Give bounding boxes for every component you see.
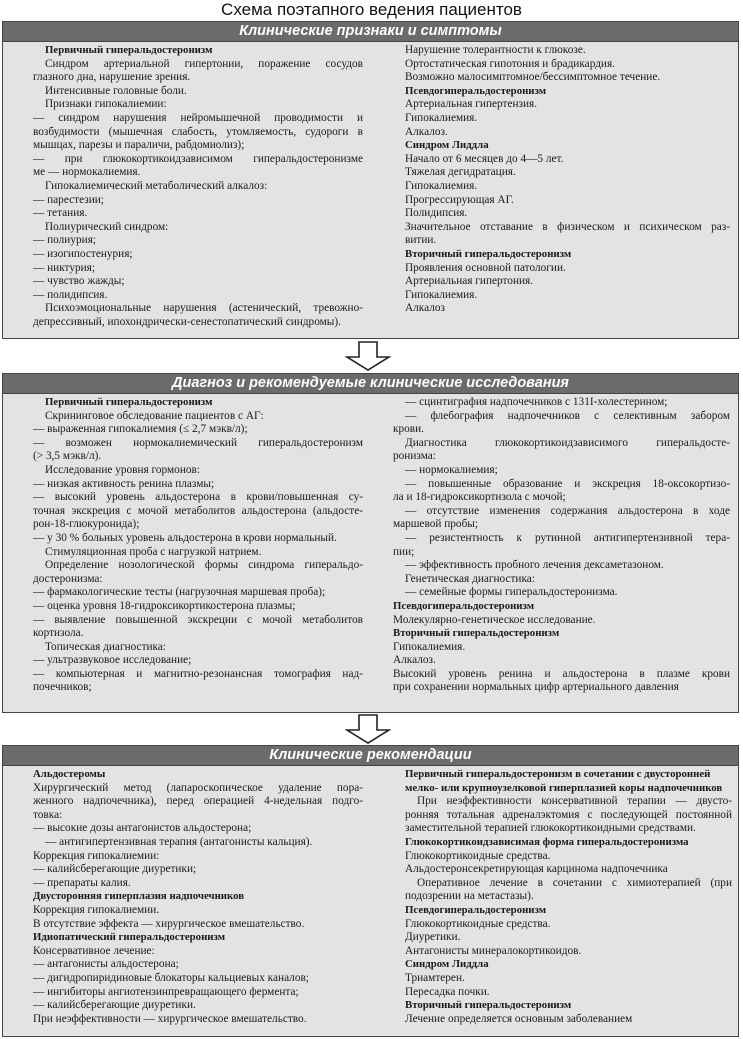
text-line: При неэффективности — хирургическое вмешательство. bbox=[33, 1012, 307, 1025]
text-line: Начало от 6 месяцев до 4—5 лет. bbox=[405, 152, 564, 165]
text-line: Артериальная гипертензия. bbox=[405, 98, 538, 111]
text-line: — тетания. bbox=[33, 207, 88, 220]
text-line: Алкалоз. bbox=[393, 654, 436, 667]
text-line: Гипокалиемия. bbox=[405, 179, 478, 192]
text-line: — дигидропиридиновые блокаторы кальциевых каналов; bbox=[33, 971, 309, 984]
text-line: Проявления основной патологии. bbox=[405, 261, 566, 274]
text-line: — полиурия; bbox=[33, 234, 97, 247]
text-line: точная экскреция с мочой метаболитов альдостерона (альдосте- bbox=[33, 504, 363, 517]
text-line: Альдостеронсекретирующая карцинома надпочечника bbox=[405, 863, 668, 876]
text-line: возбудимости (мышечная слабость, утомляемость, судороги в bbox=[33, 125, 363, 138]
text-line: Алкалоз bbox=[405, 302, 445, 315]
subheading: Псевдогиперальдостеронизм bbox=[393, 599, 535, 612]
text-line: — антагонисты альдостерона; bbox=[33, 958, 179, 971]
text-line: — чувство жажды; bbox=[33, 275, 125, 288]
subheading: Вторичный гиперальдостеронизм bbox=[405, 999, 572, 1012]
text-line: — калийсберегающие диуретики; bbox=[33, 863, 197, 876]
text-line: Триамтерен. bbox=[405, 971, 465, 984]
text-line: Топическая диагностика: bbox=[45, 640, 167, 653]
text-line: Тяжелая дегидратация. bbox=[405, 166, 516, 179]
section-title: Диагноз и рекомендуемые клинические исследования bbox=[3, 374, 738, 394]
text-line: Коррекция гипокалиемии: bbox=[33, 849, 160, 862]
text-line: В отсутствие эффекта — хирургическое вмешательство. bbox=[33, 917, 305, 930]
text-line: маршевой пробы; bbox=[393, 518, 479, 531]
down-arrow-icon bbox=[345, 714, 391, 744]
text-line: Диагностика глюкокортикоидзависимого гиперальдосте- bbox=[405, 436, 730, 449]
text-line: — компьютерная и магнитно-резонансная томография над- bbox=[33, 667, 363, 680]
right-column bbox=[405, 768, 732, 1026]
text-line: рон-18-глюкуронида); bbox=[33, 518, 140, 531]
subheading: Первичный гиперальдостеронизм bbox=[45, 44, 213, 56]
subheading: Синдром Лиддла bbox=[405, 139, 489, 152]
text-line: ме — нормокалиемия. bbox=[33, 166, 141, 179]
text-line: — возможен нормокалиемический гиперальдостеронизм bbox=[33, 436, 363, 449]
text-line: Глюкокортикоидные средства. bbox=[405, 917, 551, 930]
text-line: — резистентность к рутинной антигипертензивной тера- bbox=[405, 531, 730, 544]
text-line: Глюкокортикоидные средства. bbox=[405, 849, 551, 862]
text-line: Генетическая диагностика: bbox=[405, 572, 535, 585]
text-line: — парестезии; bbox=[33, 193, 104, 206]
text-line: Лечение определяется основным заболеванием bbox=[405, 1012, 633, 1025]
text-line: глазного дна, нарушение зрения. bbox=[33, 71, 191, 84]
text-line: — ультразвуковое исследование; bbox=[33, 654, 192, 667]
text-line: — ингибиторы ангиотензинпревращающего фермента; bbox=[33, 985, 299, 998]
text-line: Значительное отставание в физическом и психическом раз- bbox=[405, 220, 730, 233]
text-line: — семейные формы гиперальдостеронизма. bbox=[405, 586, 618, 599]
down-arrow-icon bbox=[345, 341, 391, 371]
subheading: Глюкокортикоидзависимая форма гиперальдостеронизма bbox=[405, 835, 689, 848]
subheading: Идиопатический гиперальдостеронизм bbox=[33, 931, 226, 944]
text-line: Хирургический метод (лапароскопическое удаление пора- bbox=[33, 781, 363, 794]
text-line: — флебография надпочечников с селективным забором bbox=[405, 409, 730, 422]
text-line: Гипокалиемический метаболический алкалоз: bbox=[45, 179, 268, 192]
left-column bbox=[33, 768, 363, 1026]
text-line: — препараты калия. bbox=[33, 876, 131, 889]
text-line: Интенсивные головные боли. bbox=[45, 84, 187, 97]
text-line: — сцинтиграфия надпочечников с 131I-холестерином; bbox=[405, 396, 668, 408]
text-line: Высокий уровень ренина и альдостерона в плазме крови bbox=[393, 667, 730, 680]
text-line: Пересадка почки. bbox=[405, 985, 490, 998]
text-line: мышцах, парезы и параличи, рабдомиолиз); bbox=[33, 139, 245, 152]
text-line: витии. bbox=[405, 234, 437, 247]
text-line: Оперативное лечение в сочетании с химиотерапией (при bbox=[417, 876, 732, 889]
text-line: подозрении на метастазы). bbox=[405, 890, 534, 903]
text-line: почечников; bbox=[33, 681, 92, 694]
right-column bbox=[393, 396, 730, 695]
text-line: ронняя тотальная адреналэктомия с последующей постоянной bbox=[405, 808, 732, 821]
subheading: Вторичный гиперальдостеронизм bbox=[393, 627, 560, 640]
right-column bbox=[405, 44, 730, 316]
subheading: Вторичный гиперальдостеронизм bbox=[405, 247, 572, 260]
text-line: — выраженная гипокалиемия (≤ 2,7 мэкв/л); bbox=[33, 423, 248, 436]
text-line: — эффективность пробного лечения дексаметазоном. bbox=[405, 559, 664, 572]
section-diagnosis bbox=[2, 373, 739, 713]
text-line: Психоэмоциональные нарушения (астенический, тревожно- bbox=[45, 302, 363, 315]
subheading: Псевдогиперальдостеронизм bbox=[405, 903, 547, 916]
text-line: — антигипертензивная терапия (антагонисты кальция). bbox=[45, 835, 313, 848]
text-line: — изогипостенурия; bbox=[33, 247, 133, 260]
text-line: заместительной терапией глюкокортикоидными средствами. bbox=[405, 822, 696, 835]
text-line: депрессивный, ипохондрически-сенестопатический синдромы). bbox=[33, 315, 341, 328]
subheading: Альдостеромы bbox=[33, 768, 106, 780]
section-symptoms bbox=[2, 21, 739, 339]
text-line: — высокие дозы антагонистов альдостерона; bbox=[33, 822, 252, 835]
text-line: ла и 18-гидроксикортизола с мочой; bbox=[393, 491, 566, 504]
text-line: Полидипсия. bbox=[405, 207, 468, 220]
text-line: — отсутствие изменения содержания альдостерона в ходе bbox=[405, 504, 730, 517]
text-line: Гипокалиемия. bbox=[405, 288, 478, 301]
text-line: Гипокалиемия. bbox=[393, 640, 466, 653]
text-line: При неэффективности консервативной терапии — двусто- bbox=[417, 795, 732, 808]
text-line: Молекулярно-генетическое исследование. bbox=[393, 613, 596, 626]
text-line: Нарушение толерантности к глюкозе. bbox=[405, 44, 586, 56]
text-line: Исследование уровня гормонов: bbox=[45, 463, 201, 476]
text-line: Синдром артериальной гипертонии, поражение сосудов bbox=[45, 57, 363, 70]
subheading: Двусторонняя гиперплазия надпочечников bbox=[33, 890, 245, 903]
section-recommendations bbox=[2, 745, 739, 1037]
text-line: — никтурия; bbox=[33, 261, 96, 274]
text-line: — полидипсия. bbox=[33, 288, 108, 301]
text-line: — синдром нарушения нейромышечной проводимости и bbox=[33, 111, 363, 124]
left-column bbox=[33, 396, 363, 695]
text-line: — при глюкокортикоидзависимом гиперальдостеронизме bbox=[33, 152, 363, 165]
text-line: — оценка уровня 18-гидроксикортикостерона плазмы; bbox=[33, 599, 296, 612]
text-line: Гипокалиемия. bbox=[405, 111, 478, 124]
text-line: пии; bbox=[393, 545, 415, 558]
text-line: Скрининговое обследование пациентов с АГ: bbox=[45, 409, 264, 422]
text-line: — высокий уровень альдостерона в крови/повышенная су- bbox=[33, 491, 363, 504]
text-line: Коррекция гипокалиемии. bbox=[33, 903, 160, 916]
text-line: Возможно малосимптомное/бессимптомное течение. bbox=[405, 71, 661, 84]
text-line: при сохранении нормальных цифр артериального давления bbox=[393, 681, 679, 694]
text-line: Артериальная гипертония. bbox=[405, 275, 534, 288]
left-column bbox=[33, 44, 363, 329]
subheading: Первичный гиперальдостеронизм bbox=[45, 396, 213, 408]
text-line: Антагонисты минералокортикоидов. bbox=[405, 944, 582, 957]
text-line: (> 3,5 мэкв/л). bbox=[33, 450, 102, 463]
text-line: ронизма: bbox=[393, 450, 436, 463]
text-line: — выявление повышенной экскреции с мочой метаболитов bbox=[33, 613, 363, 626]
text-line: женного надпочечника), перед операцией 4-недельная подго- bbox=[33, 795, 363, 808]
text-line: крови. bbox=[393, 423, 424, 436]
text-line: — калийсберегающие диуретики. bbox=[33, 999, 196, 1012]
text-line: Алкалоз. bbox=[405, 125, 448, 138]
text-line: — повышенные образование и экскреция 18-оксокортизо- bbox=[405, 477, 730, 490]
text-line: Полиурический синдром: bbox=[45, 220, 169, 233]
text-line: — фармакологические тесты (нагрузочная маршевая проба); bbox=[33, 586, 326, 599]
page-title: Схема поэтапного ведения пациентов bbox=[221, 0, 522, 19]
subheading: Псевдогиперальдостеронизм bbox=[405, 84, 547, 97]
text-line: Ортостатическая гипотония и брадикардия. bbox=[405, 57, 616, 70]
section-title: Клинические рекомендации bbox=[3, 746, 738, 766]
text-line: Диуретики. bbox=[405, 931, 461, 944]
section-title: Клинические признаки и симптомы bbox=[3, 22, 738, 42]
text-line: достеронизма: bbox=[33, 572, 103, 585]
text-line: — низкая активность ренина плазмы; bbox=[33, 477, 215, 490]
text-line: Стимуляционная проба с нагрузкой натрием. bbox=[45, 545, 262, 558]
subheading: Синдром Лиддла bbox=[405, 958, 489, 971]
text-line: товка: bbox=[33, 808, 63, 821]
text-line: кортизола. bbox=[33, 627, 84, 640]
text-line: — у 30 % больных уровень альдостерона в крови нормальный. bbox=[33, 531, 337, 544]
text-line: Консервативное лечение: bbox=[33, 944, 155, 957]
subheading: мелко- или крупноузелковой гиперплазией коры надпочечников bbox=[405, 781, 723, 794]
text-line: Прогрессирующая АГ. bbox=[405, 193, 514, 206]
text-line: — нормокалиемия; bbox=[405, 463, 498, 476]
subheading: Первичный гиперальдостеронизм в сочетании с двусторонней bbox=[405, 768, 711, 780]
text-line: Определение нозологической формы синдрома гиперальдо- bbox=[45, 559, 363, 572]
text-line: Признаки гипокалиемии: bbox=[45, 98, 167, 111]
